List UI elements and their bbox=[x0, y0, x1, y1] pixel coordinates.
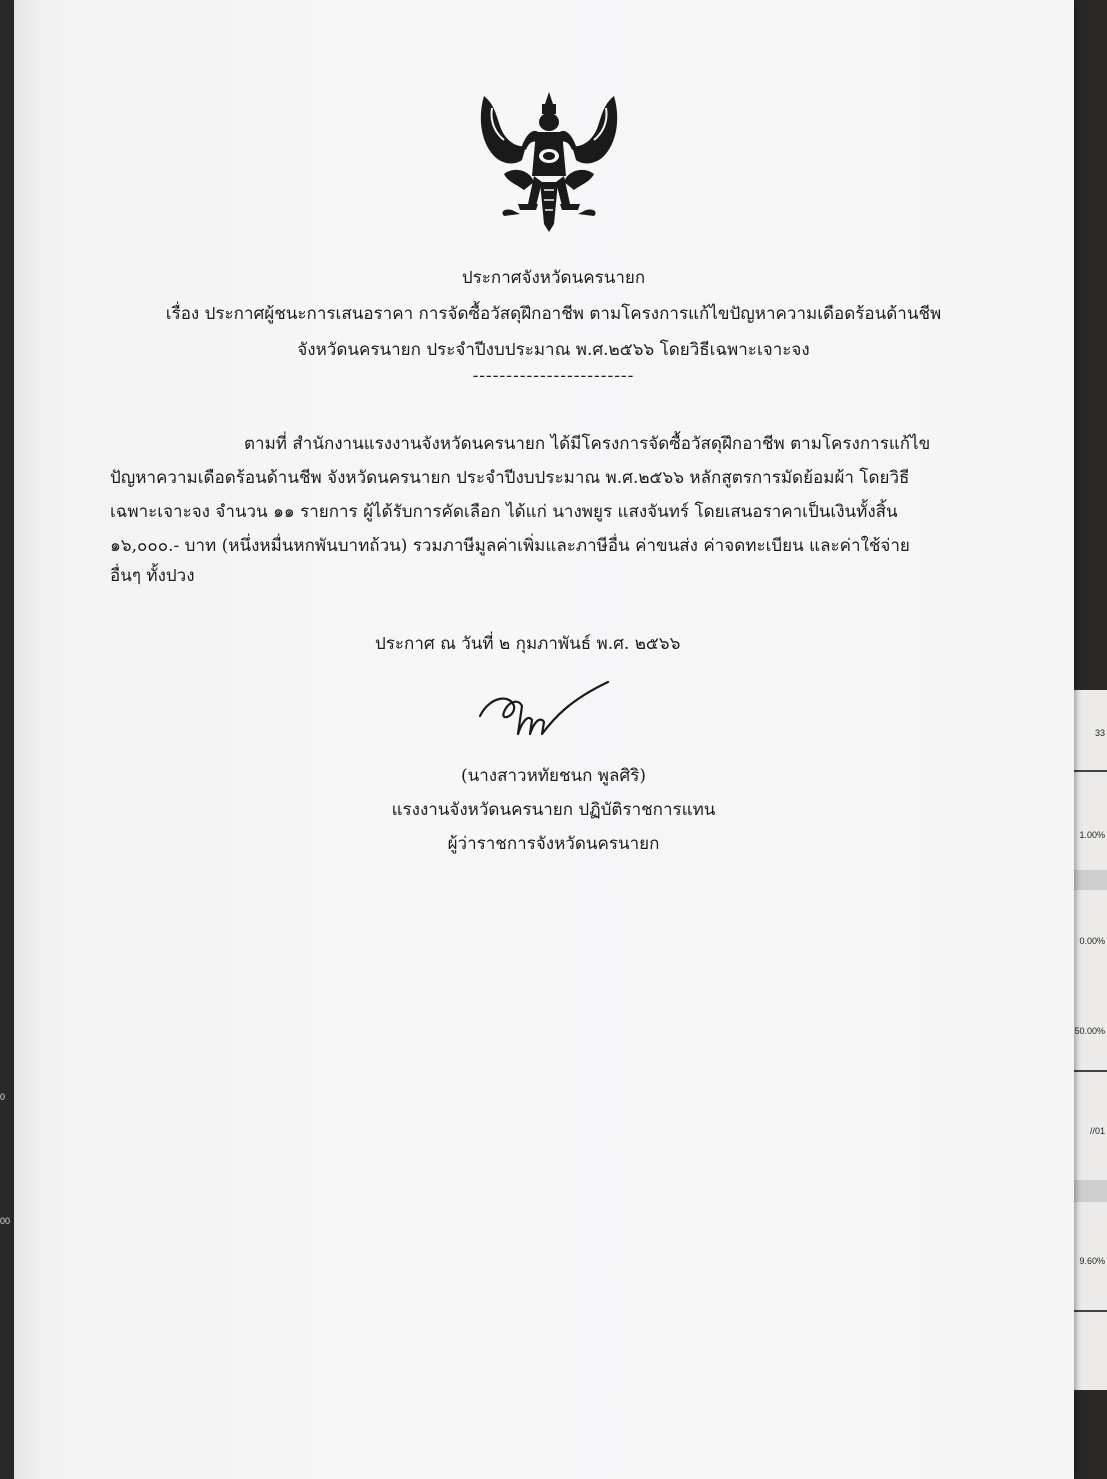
body-line-5: อื่นๆ ทั้งปวง bbox=[110, 566, 195, 586]
sheet-fragment: 33 bbox=[1094, 728, 1105, 738]
table-shade bbox=[1071, 870, 1107, 890]
body-line-1: ตามที่ สำนักงานแรงงานจังหวัดนครนายก ได้มีโครงการจัดซื้อวัสดุฝึกอาชีพ ตามโครงการแก้ไข bbox=[244, 434, 931, 454]
body-line-4: ๑๖,๐๐๐.- บาท (หนึ่งหมื่นหกพันบาทถ้วน) รวมภาษีมูลค่าเพิ่มและภาษีอื่น ค่าขนส่ง ค่าจดทะเบียน และค่าใช้จ่าย bbox=[110, 536, 910, 556]
announcement-subject: เรื่อง ประกาศผู้ชนะการเสนอราคา การจัดซื้อวัสดุฝึกอาชีพ ตามโครงการแก้ไขปัญหาความเดือดร้อนด้านชีพ bbox=[165, 304, 942, 324]
body-line-3: เฉพาะเจาะจง จำนวน ๑๑ รายการ ผู้ได้รับการคัดเลือก ได้แก่ นางพยูร แสงจันทร์ โดยเสนอราคาเป็นเงินทั้งสิ้น bbox=[110, 502, 898, 522]
sheet-fragment: //01 bbox=[1089, 1126, 1105, 1136]
signatory-on-behalf: ผู้ว่าราชการจังหวัดนครนายก bbox=[447, 834, 660, 854]
sheet-fragment: 0.00% bbox=[1079, 936, 1105, 946]
handwritten-signature bbox=[470, 676, 620, 756]
sheet-fragment: 1.00% bbox=[1079, 830, 1105, 840]
announcement-title: ประกาศจังหวัดนครนายก bbox=[461, 268, 646, 288]
sheet-fragment: 9.60% bbox=[1079, 1256, 1105, 1266]
table-rule bbox=[1071, 1070, 1107, 1072]
left-fragment: 0 bbox=[0, 1092, 6, 1102]
announcement-subject-line-2: จังหวัดนครนายก ประจำปีงบประมาณ พ.ศ.๒๕๖๖ โดยวิธีเฉพาะเจาะจง bbox=[297, 340, 810, 360]
sheet-fragment: 50.00% bbox=[1074, 1026, 1105, 1036]
paper-fold bbox=[14, 0, 44, 1479]
table-rule bbox=[1071, 1310, 1107, 1312]
signatory-position: แรงงานจังหวัดนครนายก ปฏิบัติราชการแทน bbox=[391, 800, 716, 820]
title-divider: ------------------------ bbox=[472, 366, 635, 386]
signatory-name: (นางสาวหทัยชนก พูลศิริ) bbox=[461, 766, 646, 786]
body-line-2: ปัญหาความเดือดร้อนด้านชีพ จังหวัดนครนายก ประจำปีงบประมาณ พ.ศ.๒๕๖๖ หลักสูตรการมัดย้อมผ้า โดยวิธี bbox=[110, 468, 910, 488]
announcement-date: ประกาศ ณ วันที่ ๒ กุมภาพันธ์ พ.ศ. ๒๕๖๖ bbox=[375, 634, 681, 654]
garuda-emblem-icon bbox=[474, 86, 624, 234]
table-shade bbox=[1071, 1180, 1107, 1202]
left-fragment: 00 bbox=[0, 1216, 11, 1226]
